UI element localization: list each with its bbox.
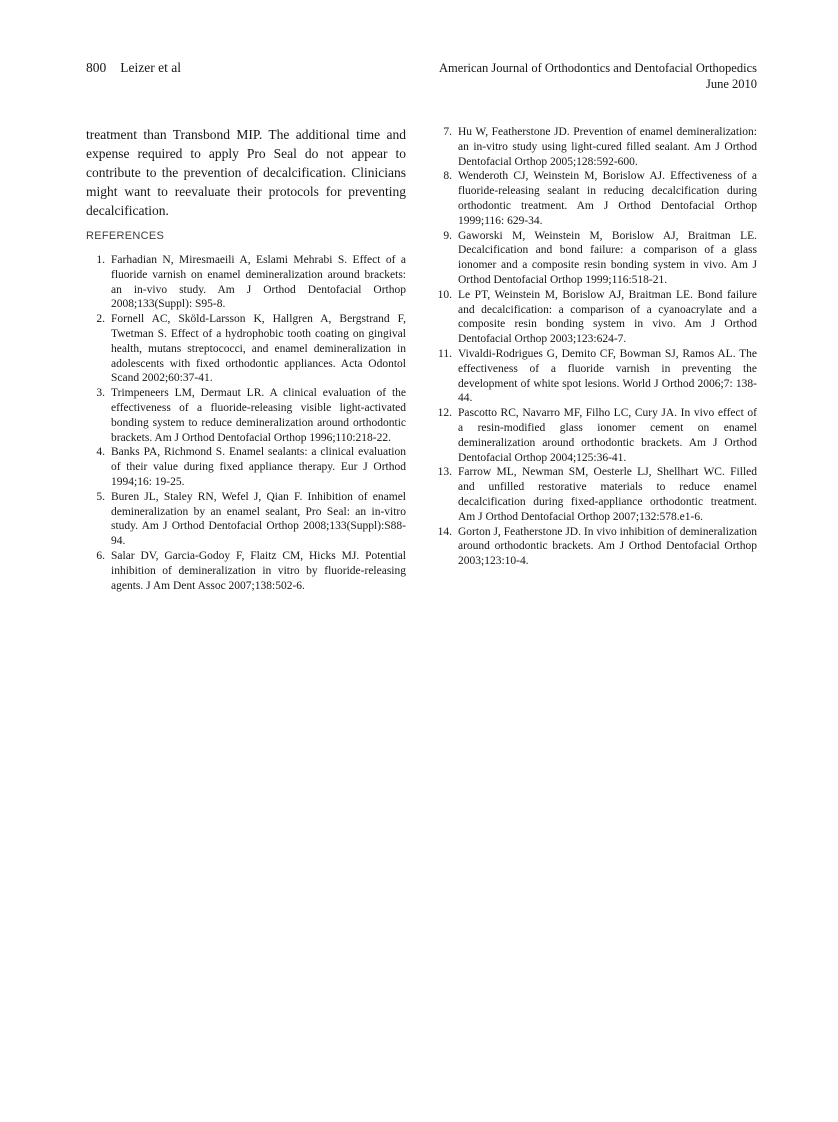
two-column-body [86, 125, 757, 593]
journal-name: American Journal of Orthodontics and Dentofacial Orthopedics [439, 61, 757, 75]
reference-number: 12. [437, 407, 452, 420]
page-content [86, 60, 757, 593]
reference-text: Pascotto RC, Navarro MF, Filho LC, Cury JA. In vivo effect of a resin-modified glass ionomer cement on enamel demineralization around orthodontic brackets. Am J Orthod Dentofacial Orthop 2004;125:36-41. [458, 407, 757, 464]
reference-number: 4. [96, 446, 105, 459]
reference-text: Hu W, Featherstone JD. Prevention of enamel demineralization: an in-vitro study using light-cured filled sealant. Am J Orthod Dentofacial Orthop 2005;128:592-600. [458, 126, 757, 168]
reference-item [86, 253, 406, 312]
references-heading: REFERENCES [86, 230, 165, 242]
reference-item [433, 125, 757, 169]
running-authors: Leizer et al [120, 60, 181, 75]
reference-number: 1. [96, 254, 105, 266]
reference-number: 6. [96, 549, 105, 562]
running-header-right [439, 60, 757, 92]
page-number: 800 [86, 60, 107, 75]
reference-text: Farhadian N, Miresmaeili A, Eslami Mehrabi S. Effect of a fluoride varnish on enamel demineralization around brackets: an in-vivo study. Am J Orthod Dentofacial Orthop 2008;133(Suppl): S95-8. [111, 254, 406, 311]
reference-number: 11. [438, 347, 452, 360]
reference-text: Vivaldi-Rodrigues G, Demito CF, Bowman SJ, Ramos AL. The effectiveness of a fluoride varnish in preventing the development of white spot lesions. World J Orthod 2006;7: 138-44. [458, 347, 757, 405]
reference-number: 14. [437, 525, 452, 538]
reference-text: Gaworski M, Weinstein M, Borislow AJ, Braitman LE. Decalcification and bond failure: a comparison of a glass ionomer and a composite resin bonding system in vivo. Am J Orthod Dentofacial Orthop 1999;116:518-21. [458, 229, 757, 286]
reference-item [433, 406, 757, 465]
reference-number: 8. [443, 170, 452, 183]
reference-number: 3. [96, 387, 105, 400]
reference-item [86, 490, 406, 549]
reference-text: Le PT, Weinstein M, Borislow AJ, Braitman LE. Bond failure and decalcification: a comparison of a cyanoacrylate and a composite resin bonding system in vivo. Am J Orthod Dentofacial Orthop 2003;123:624-7. [458, 288, 757, 346]
reference-text: Banks PA, Richmond S. Enamel sealants: a clinical evaluation of their value during fixed appliance therapy. Eur J Orthod 1994;16: 19-25. [111, 446, 406, 488]
references-column-left [86, 253, 406, 593]
reference-item [433, 465, 757, 524]
running-header [86, 60, 757, 92]
reference-item [86, 445, 406, 489]
reference-text: Farrow ML, Newman SM, Oesterle LJ, Shellhart WC. Filled and unfilled restorative materials to reduce enamel decalcification during fixed-appliance orthodontic treatment. Am J Orthod Dentofacial Orthop 2007;132:578.e1-6. [458, 466, 757, 523]
reference-text: Fornell AC, Sköld-Larsson K, Hallgren A, Bergstrand F, Twetman S. Effect of a hydrophobic tooth coating on gingival health, mutans streptococci, and enamel demineralization in adolescents with fixed orthodontic appliances. Acta Odontol Scand 2002;60:37-41. [111, 313, 406, 385]
reference-item [433, 169, 757, 228]
reference-text: Salar DV, Garcia-Godoy F, Flaitz CM, Hicks MJ. Potential inhibition of demineralization in vitro by fluoride-releasing agents. J Am Dent Assoc 2007;138:502-6. [111, 549, 406, 592]
reference-text: Buren JL, Staley RN, Wefel J, Qian F. Inhibition of enamel demineralization by an enamel sealant, Pro Seal: an in-vitro study. Am J Orthod Dentofacial Orthop 2008;133(Suppl):S88-94. [111, 490, 406, 548]
reference-number: 9. [443, 229, 452, 242]
reference-text: Gorton J, Featherstone JD. In vivo inhibition of demineralization around orthodontic brackets. Am J Orthod Dentofacial Orthop 2003;123:10-4. [458, 525, 757, 568]
running-header-left [86, 60, 181, 76]
right-column [433, 125, 757, 593]
reference-text: Trimpeneers LM, Dermaut LR. A clinical evaluation of the effectiveness of a fluoride-releasing visible light-activated bonding system to reduce demineralization around orthodontic brackets. Am J Orthod Dentofacial Orthop 1996;110:218-22. [111, 387, 406, 444]
reference-item [433, 525, 757, 569]
reference-item [86, 549, 406, 593]
reference-number: 2. [96, 313, 105, 326]
reference-item [433, 229, 757, 288]
reference-item [433, 347, 757, 406]
reference-number: 10. [437, 288, 452, 301]
reference-item [433, 288, 757, 347]
reference-text: Wenderoth CJ, Weinstein M, Borislow AJ. Effectiveness of a fluoride-releasing sealant in reducing decalcification during orthodontic treatment. Am J Orthod Dentofacial Orthop 1999;116: 629-34. [458, 170, 757, 227]
reference-number: 13. [437, 466, 452, 479]
reference-item [86, 386, 406, 445]
references-column-right [433, 125, 757, 569]
left-column [86, 125, 406, 593]
reference-number: 7. [443, 126, 452, 138]
issue-date: June 2010 [705, 77, 757, 91]
reference-item [86, 312, 406, 386]
closing-paragraph: treatment than Transbond MIP. The additional time and expense required to apply Pro Seal do not appear to contribute to the prevention of decalcification. Clinicians might want to reevaluate their protocols for preventing decalcification. [86, 127, 406, 218]
reference-number: 5. [96, 490, 105, 503]
